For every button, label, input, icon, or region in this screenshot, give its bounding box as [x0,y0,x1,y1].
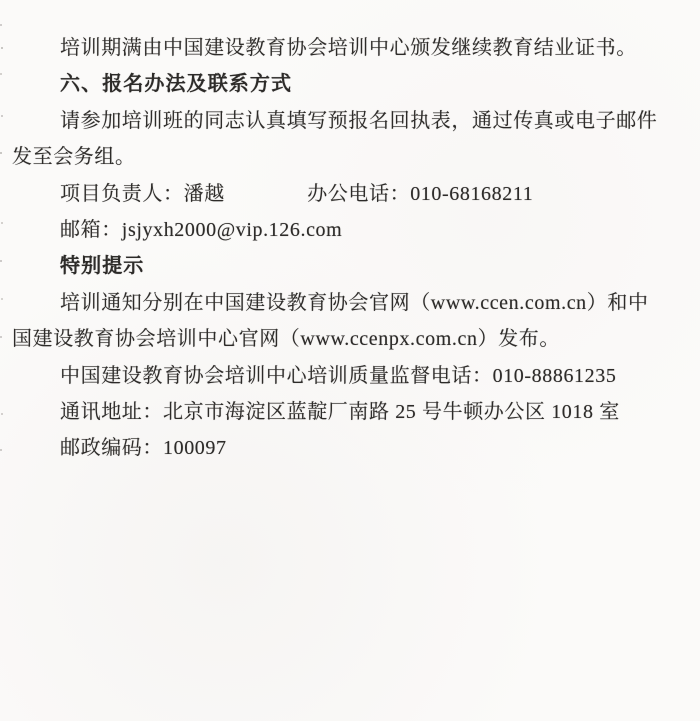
text-line: 发至会务组。 [12,146,136,169]
text-line: 项目负责人：潘越 办公电话：010-68168211 [60,182,534,205]
text-line: 邮政编码：100097 [60,437,227,460]
text-line: 通讯地址：北京市海淀区蓝靛厂南路 25 号牛顿办公区 1018 室 [60,400,620,423]
text-line: 国建设教育协会培训中心官网（www.ccenpx.com.cn）发布。 [12,328,560,351]
document-text-block [12,30,688,467]
heading-line: 六、报名办法及联系方式 [60,73,293,96]
text-line: 培训通知分别在中国建设教育协会官网（www.ccen.com.cn）和中 [60,291,649,314]
text-line: 邮箱：jsjyxh2000@vip.126.com [60,218,343,241]
text-line: 中国建设教育协会培训中心培训质量监督电话：010-88861235 [60,364,617,387]
heading-line: 特别提示 [60,255,145,278]
scan-edge-artifacts [0,0,2,2]
text-line: 培训期满由中国建设教育协会培训中心颁发继续教育结业证书。 [60,37,637,59]
text-line: 请参加培训班的同志认真填写预报名回执表，通过传真或电子邮件 [60,109,658,132]
